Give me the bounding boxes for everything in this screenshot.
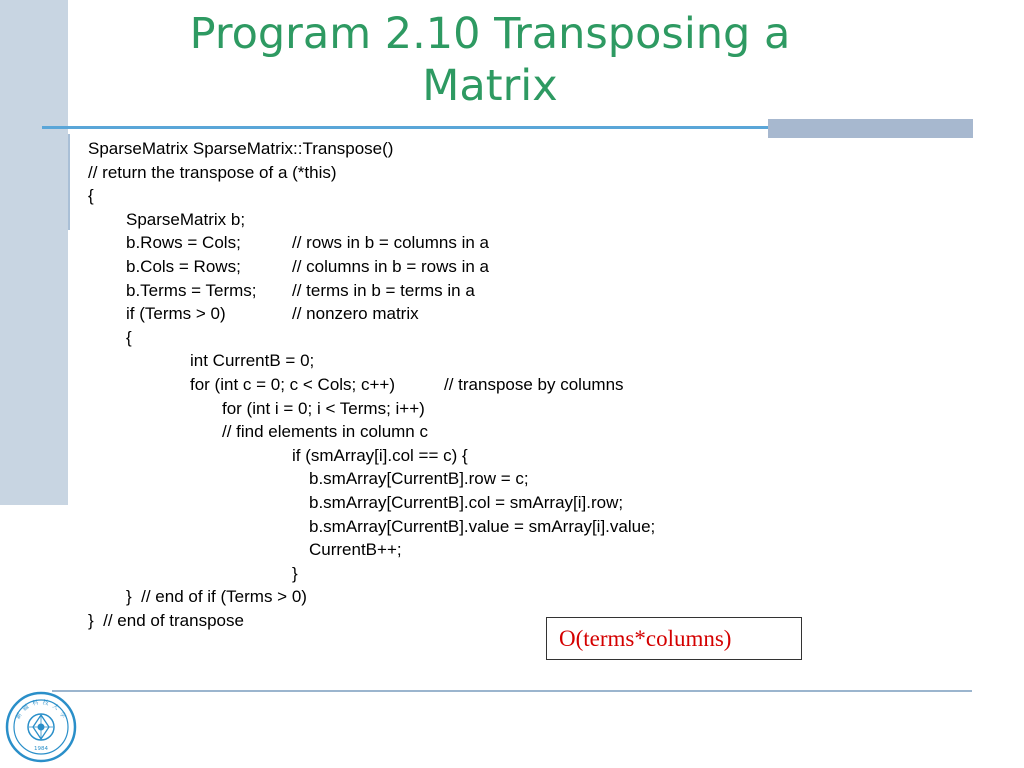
code-text: b.Rows = Cols; (126, 233, 241, 253)
code-comment: // columns in b = rows in a (292, 256, 490, 276)
code-comment: // nonzero matrix (292, 304, 419, 324)
code-text: CurrentB++; (309, 540, 402, 560)
code-text: } (292, 563, 298, 583)
code-comment: // terms in b = terms in a (292, 280, 475, 300)
code-text: } // end of transpose (88, 610, 244, 630)
code-text: b.Terms = Terms; (126, 280, 257, 300)
footer-divider (52, 690, 972, 692)
code-text: { (88, 186, 94, 206)
left-bar-divider (68, 134, 70, 230)
seal-text: 新 疆 科 技 大 学 (14, 698, 68, 721)
left-decorative-bar (0, 0, 68, 505)
code-text: if (Terms > 0) (126, 304, 226, 324)
code-text: b.smArray[CurrentB].row = c; (309, 469, 529, 489)
code-text: SparseMatrix b; (126, 209, 246, 229)
code-comment: // rows in b = columns in a (292, 233, 490, 253)
code-comment: // return the transpose of a (*this) (88, 162, 337, 182)
complexity-box: O(terms*columns) (546, 617, 802, 660)
title-accent-block (768, 119, 973, 138)
slide-title: Program 2.10 Transposing a Matrix (189, 9, 791, 111)
seal-year: 1984 (34, 746, 48, 752)
code-text: for (int c = 0; c < Cols; c++) (190, 374, 396, 394)
university-seal-icon (5, 691, 77, 763)
code-text: b.smArray[CurrentB].col = smArray[i].row; (309, 492, 624, 512)
code-comment: // transpose by columns (444, 374, 624, 394)
code-text: int CurrentB = 0; (190, 351, 315, 371)
code-text: } // end of if (Terms > 0) (126, 587, 307, 607)
code-text: b.Cols = Rows; (126, 256, 241, 276)
code-text: SparseMatrix SparseMatrix::Transpose() (88, 139, 394, 158)
code-text: b.smArray[CurrentB].value = smArray[i].value; (309, 516, 656, 536)
code-text: { (126, 327, 132, 347)
code-text: for (int i = 0; i < Terms; i++) (222, 398, 425, 418)
code-comment: // find elements in column c (222, 422, 428, 442)
code-text: if (smArray[i].col == c) { (292, 445, 468, 465)
